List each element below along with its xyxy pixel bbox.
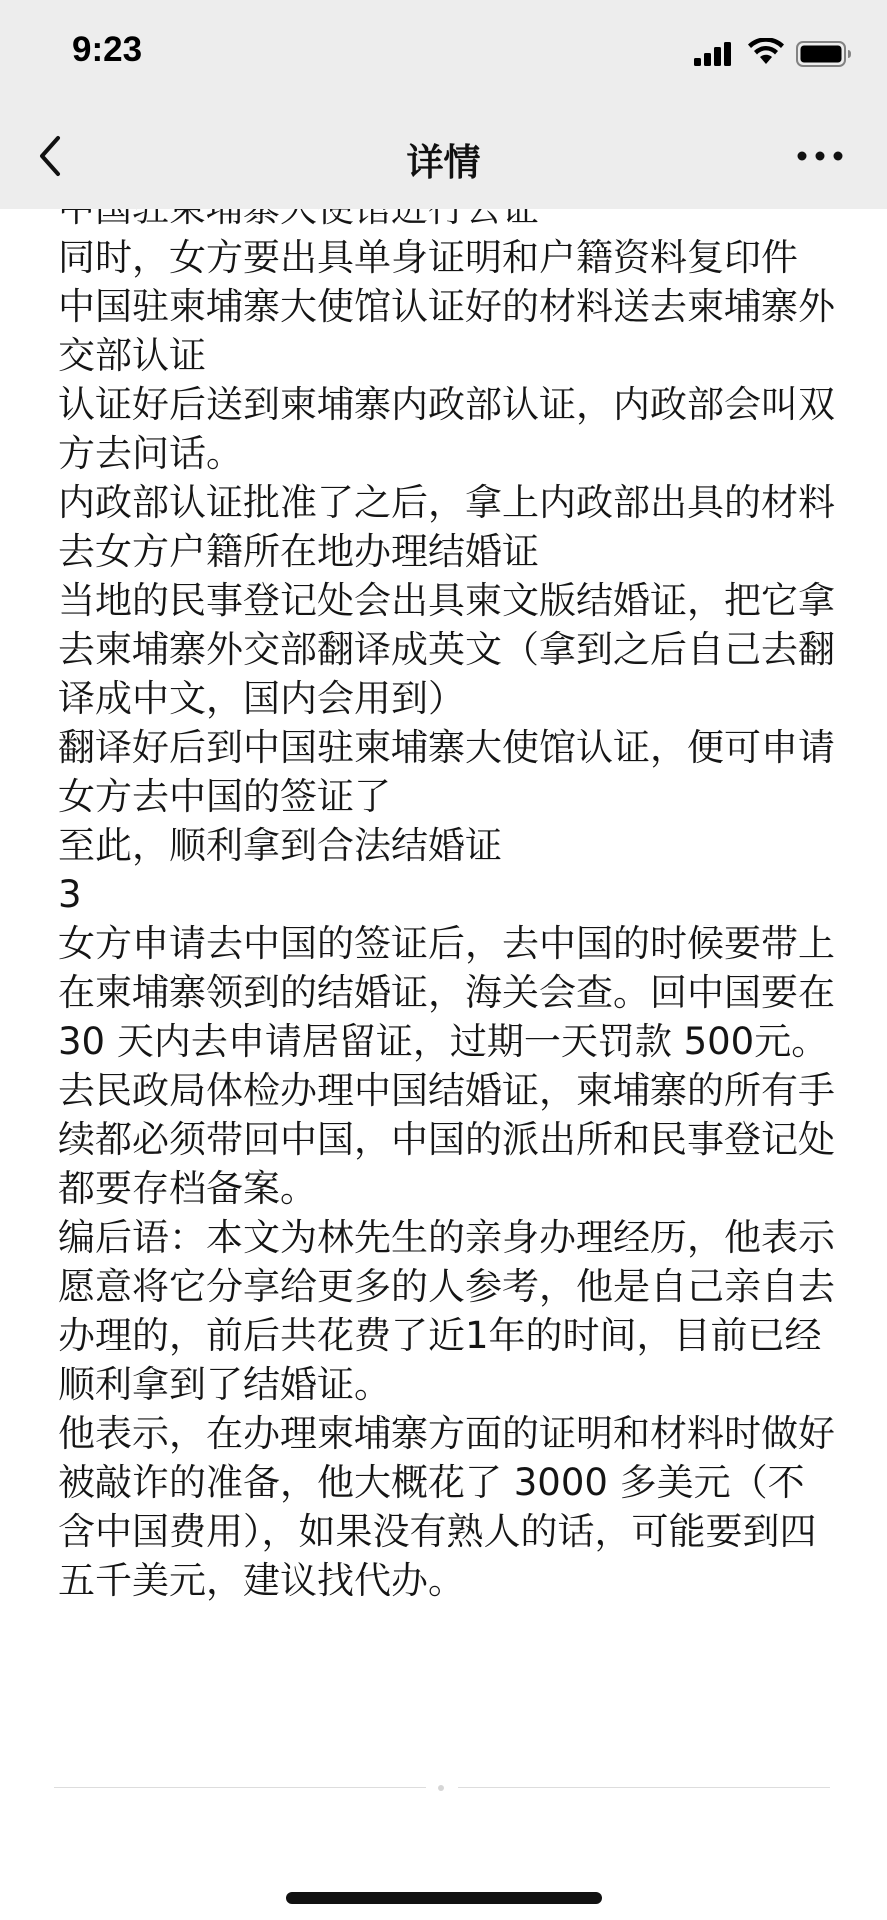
signal-icon [694,42,734,66]
wifi-icon [748,38,784,66]
article-line: 同时，女方要出具单身证明和户籍资料复印件 [58,236,798,279]
status-bar [0,0,887,100]
article-line: 当地的民事登记处会出具柬文版结婚证，把它拿去柬埔寨外交部翻译成英文（拿到之后自己去翻译成中文，国内会用到） [58,579,835,720]
more-dots-icon[interactable] [796,150,844,162]
article-line: 认证好后送到柬埔寨内政部认证，内政部会叫双方去问话。 [58,383,835,475]
article-line: 翻译好后到中国驻柬埔寨大使馆认证，便可申请女方去中国的签证了 [58,726,835,818]
battery-icon [796,40,852,68]
article-line: 他表示，在办理柬埔寨方面的证明和材料时做好被敲诈的准备，他大概花了 3000 多美元（不含中国费用），如果没有熟人的话，可能要到四五千美元，建议找代办。 [58,1412,835,1602]
divider-line-right [458,1787,830,1788]
article-line: 至此，顺利拿到合法结婚证 [58,824,502,867]
nav-bar [0,110,887,202]
article-line: 中国驻柬埔寨大使馆认证好的材料送去柬埔寨外交部认证 [58,285,835,377]
article-line: 女方申请去中国的签证后，去中国的时候要带上在柬埔寨领到的结婚证，海关会查。回中国要在 30 天内去申请居留证，过期一天罚款 500元。 [58,922,835,1063]
divider-line-left [54,1787,426,1788]
editor-note: 编后语：本文为林先生的亲身办理经历，他表示愿意将它分享给更多的人参考，他是自己亲自去办理的，前后共花费了近1年的时间，目前已经顺利拿到了结婚证。 [58,1216,835,1406]
section-number: 3 [58,873,82,916]
article-line: 去民政局体检办理中国结婚证，柬埔寨的所有手续都必须带回中国，中国的派出所和民事登记处都要存档备案。 [58,1069,835,1210]
divider-dot [438,1785,444,1791]
article-line: 内政部认证批准了之后，拿上内政部出具的材料去女方户籍所在地办理结婚证 [58,481,835,573]
header [0,0,887,209]
article-body [58,184,838,1605]
page-title: 详情 [406,141,481,184]
article-end-divider [54,1785,830,1791]
home-indicator[interactable] [286,1892,602,1904]
status-time: 9:23 [72,30,143,69]
